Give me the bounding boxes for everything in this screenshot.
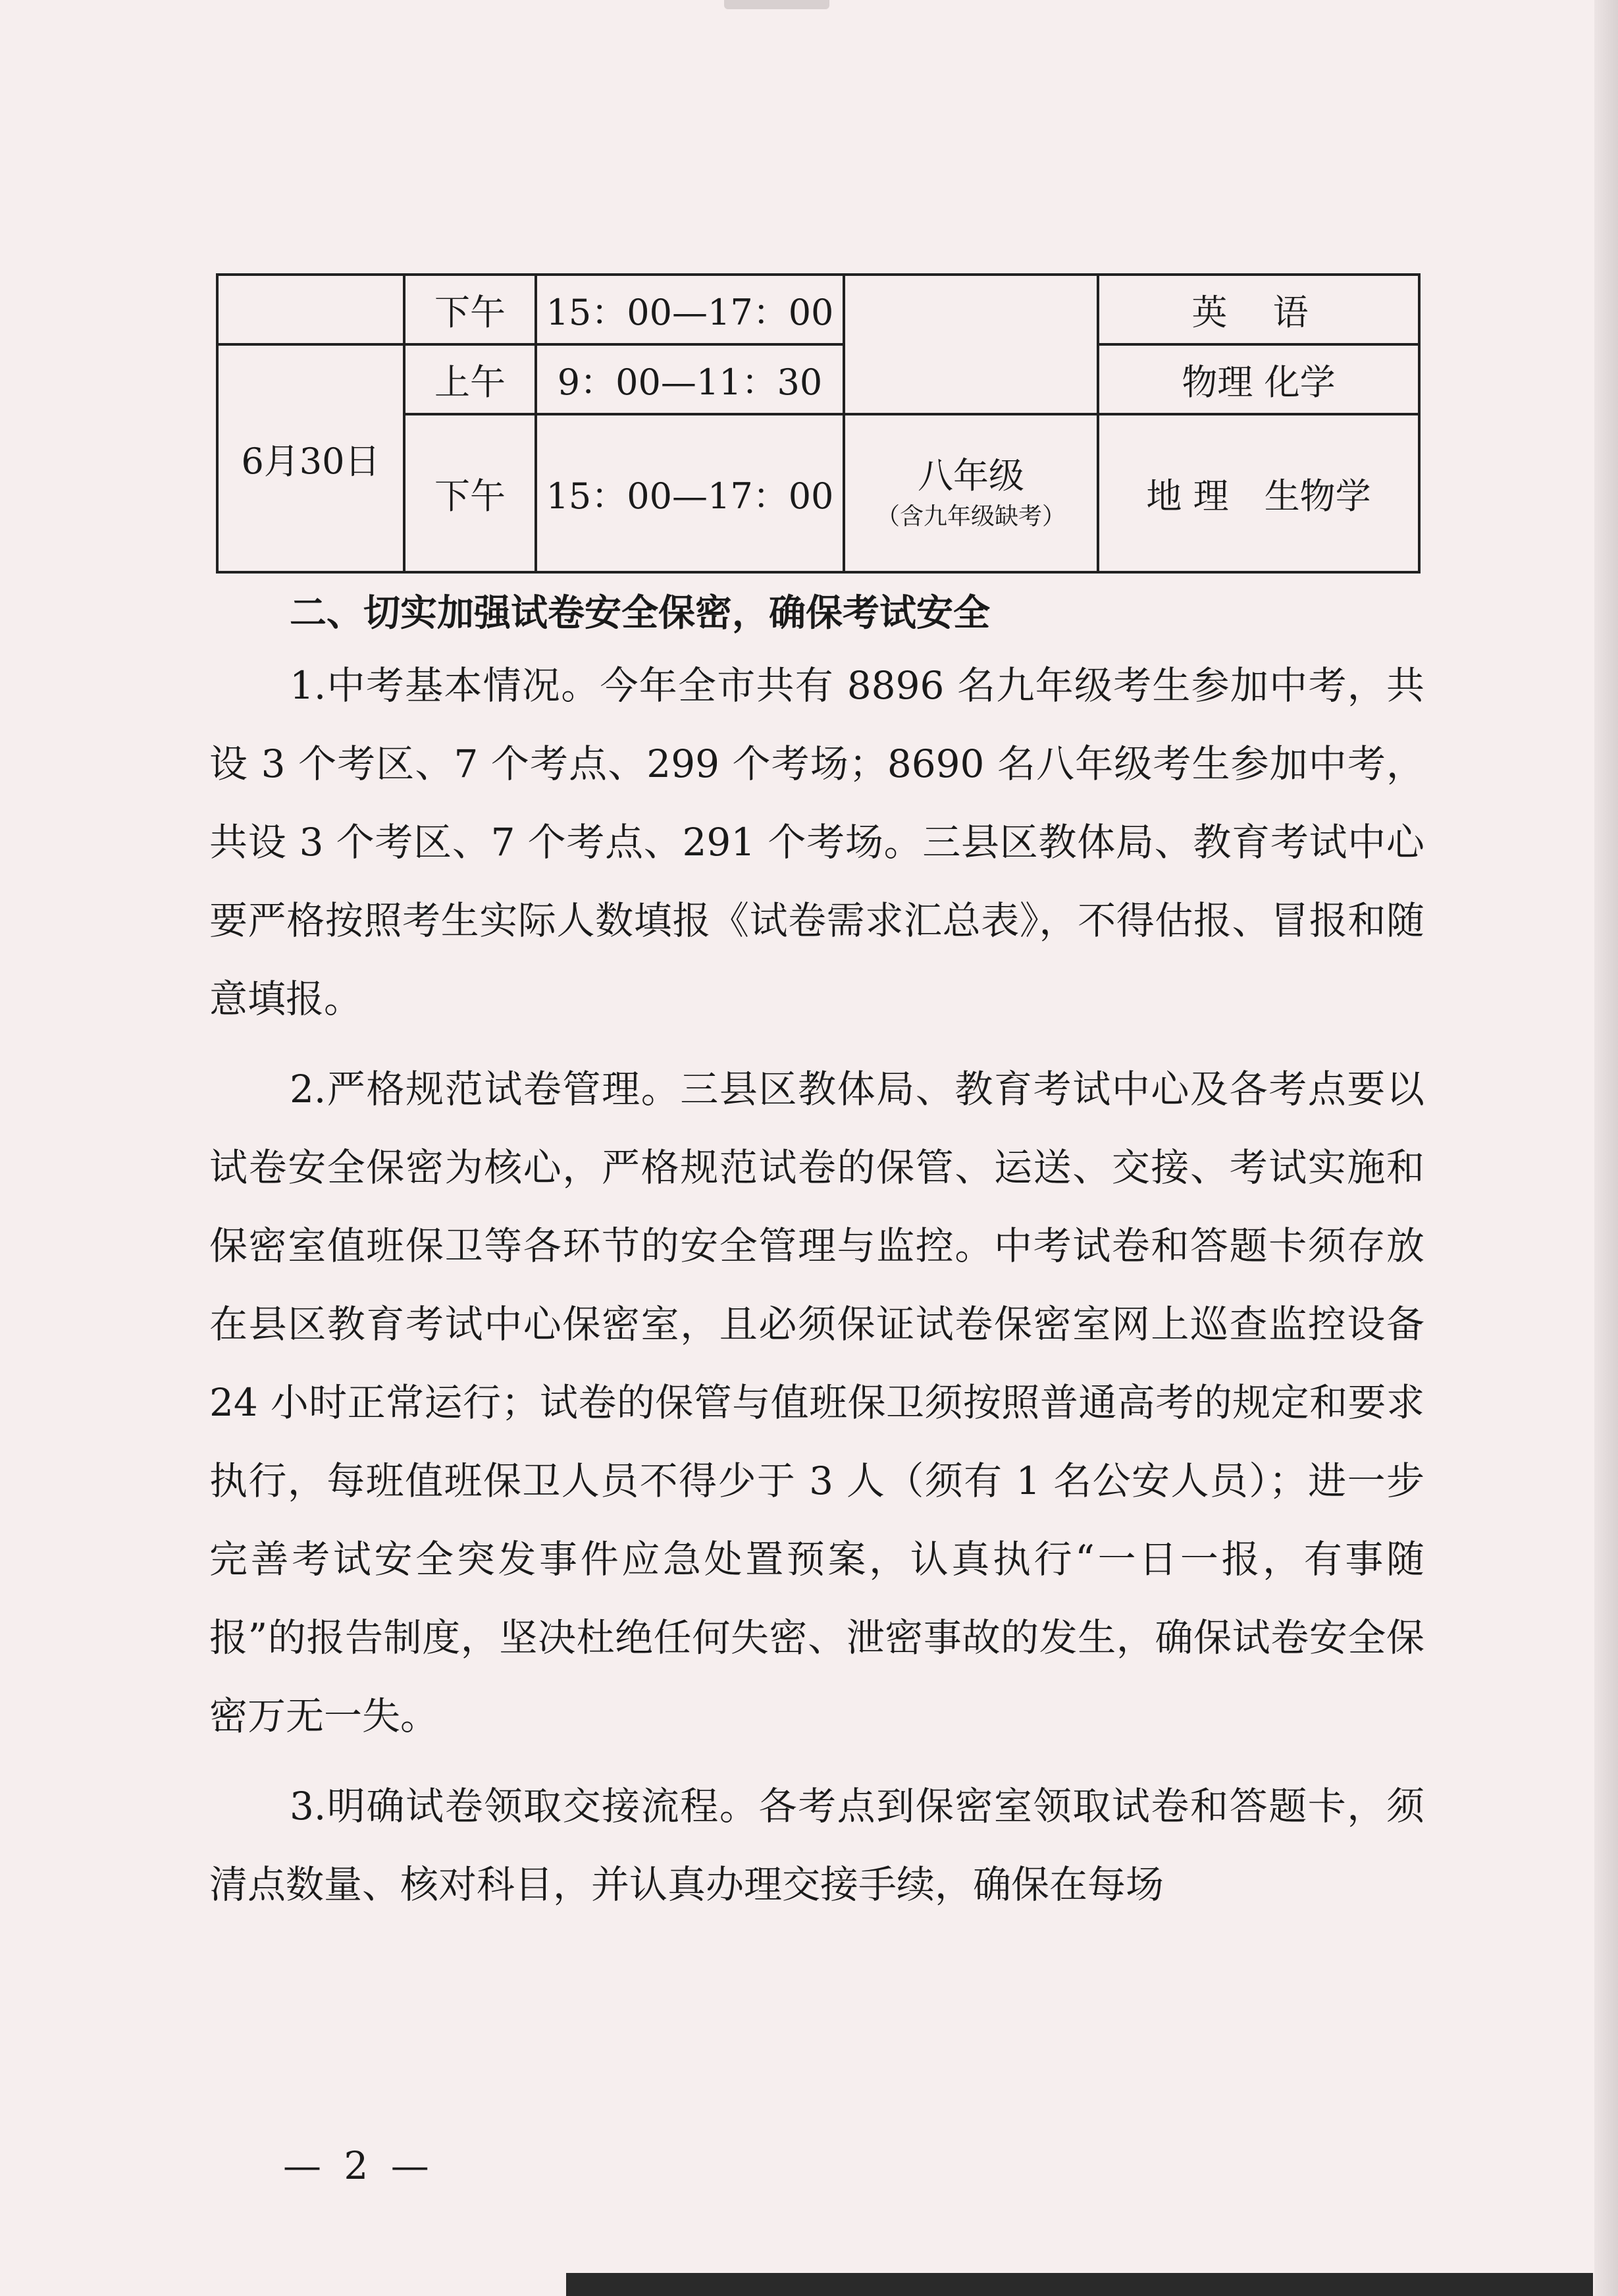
paragraph-paper-management: 2.严格规范试卷管理。三县区教体局、教育考试中心及各考点要以试卷安全保密为核心，严格规范试卷的保管、运送、交接、考试实施和保密室值班保卫等各环节的安全管理与监控。中考试卷和答题卡须存放在县区教育考试中心保密室，且必须保证试卷保密室网上巡查监控设备 24 小时正常运行；试卷的保管与值班保卫须按照普通高考的规定和要求执行，每班值班保卫人员不得少于 3 人（须有 1 名公安人员）；进一步完善考试安全突发事件应急处置预案，认真执行“一日一报，有事随报”的报告制度，坚决杜绝任何失密、泄密事故的发生，确保试卷安全保密万无一失。 bbox=[209, 1067, 1424, 1738]
date-cell: 6月30日 bbox=[217, 344, 404, 572]
section-heading: 二、切实加强试卷安全保密，确保考试安全 bbox=[290, 592, 990, 635]
grade-label: 八年级 bbox=[918, 455, 1024, 496]
period-cell: 下午 bbox=[404, 275, 536, 344]
table-row bbox=[217, 275, 1419, 344]
scan-bottom-strip bbox=[566, 2273, 1593, 2296]
period-cell: 上午 bbox=[404, 344, 536, 414]
subject-cell: 地 理 生物学 bbox=[1098, 414, 1419, 572]
date-cell-blank bbox=[217, 275, 404, 344]
subject-cell: 英 语 bbox=[1098, 275, 1419, 344]
page-top-mark bbox=[724, 0, 829, 9]
time-cell: 15：00—17：00 bbox=[536, 414, 844, 572]
grade-note: （含九年级缺考） bbox=[875, 503, 1066, 530]
exam-schedule-table bbox=[216, 273, 1421, 574]
period-cell: 下午 bbox=[404, 414, 536, 572]
subject-cell: 物理 化学 bbox=[1098, 344, 1419, 414]
page-edge-shadow bbox=[1594, 0, 1618, 2296]
table-row bbox=[217, 344, 1419, 414]
grade-cell bbox=[844, 414, 1098, 572]
paragraph-exam-overview: 1.中考基本情况。今年全市共有 8896 名九年级考生参加中考，共设 3 个考区、7 个考点、299 个考场；8690 名八年级考生参加中考，共设 3 个考区、7 个考点、291 个考场。三县区教体局、教育考试中心要严格按照考生实际人数填报《试卷需求汇总表》，不得估报、冒报和随意填报。 bbox=[209, 663, 1424, 1021]
grade-cell-blank bbox=[844, 275, 1098, 414]
time-cell: 15：00—17：00 bbox=[536, 275, 844, 344]
document-body bbox=[209, 581, 1424, 1936]
time-cell: 9：00—11：30 bbox=[536, 344, 844, 414]
paragraph-handover-process: 3.明确试卷领取交接流程。各考点到保密室领取试卷和答题卡，须清点数量、核对科目，并认真办理交接手续，确保在每场 bbox=[209, 1784, 1424, 1907]
page-number: — 2 — bbox=[283, 2143, 434, 2188]
